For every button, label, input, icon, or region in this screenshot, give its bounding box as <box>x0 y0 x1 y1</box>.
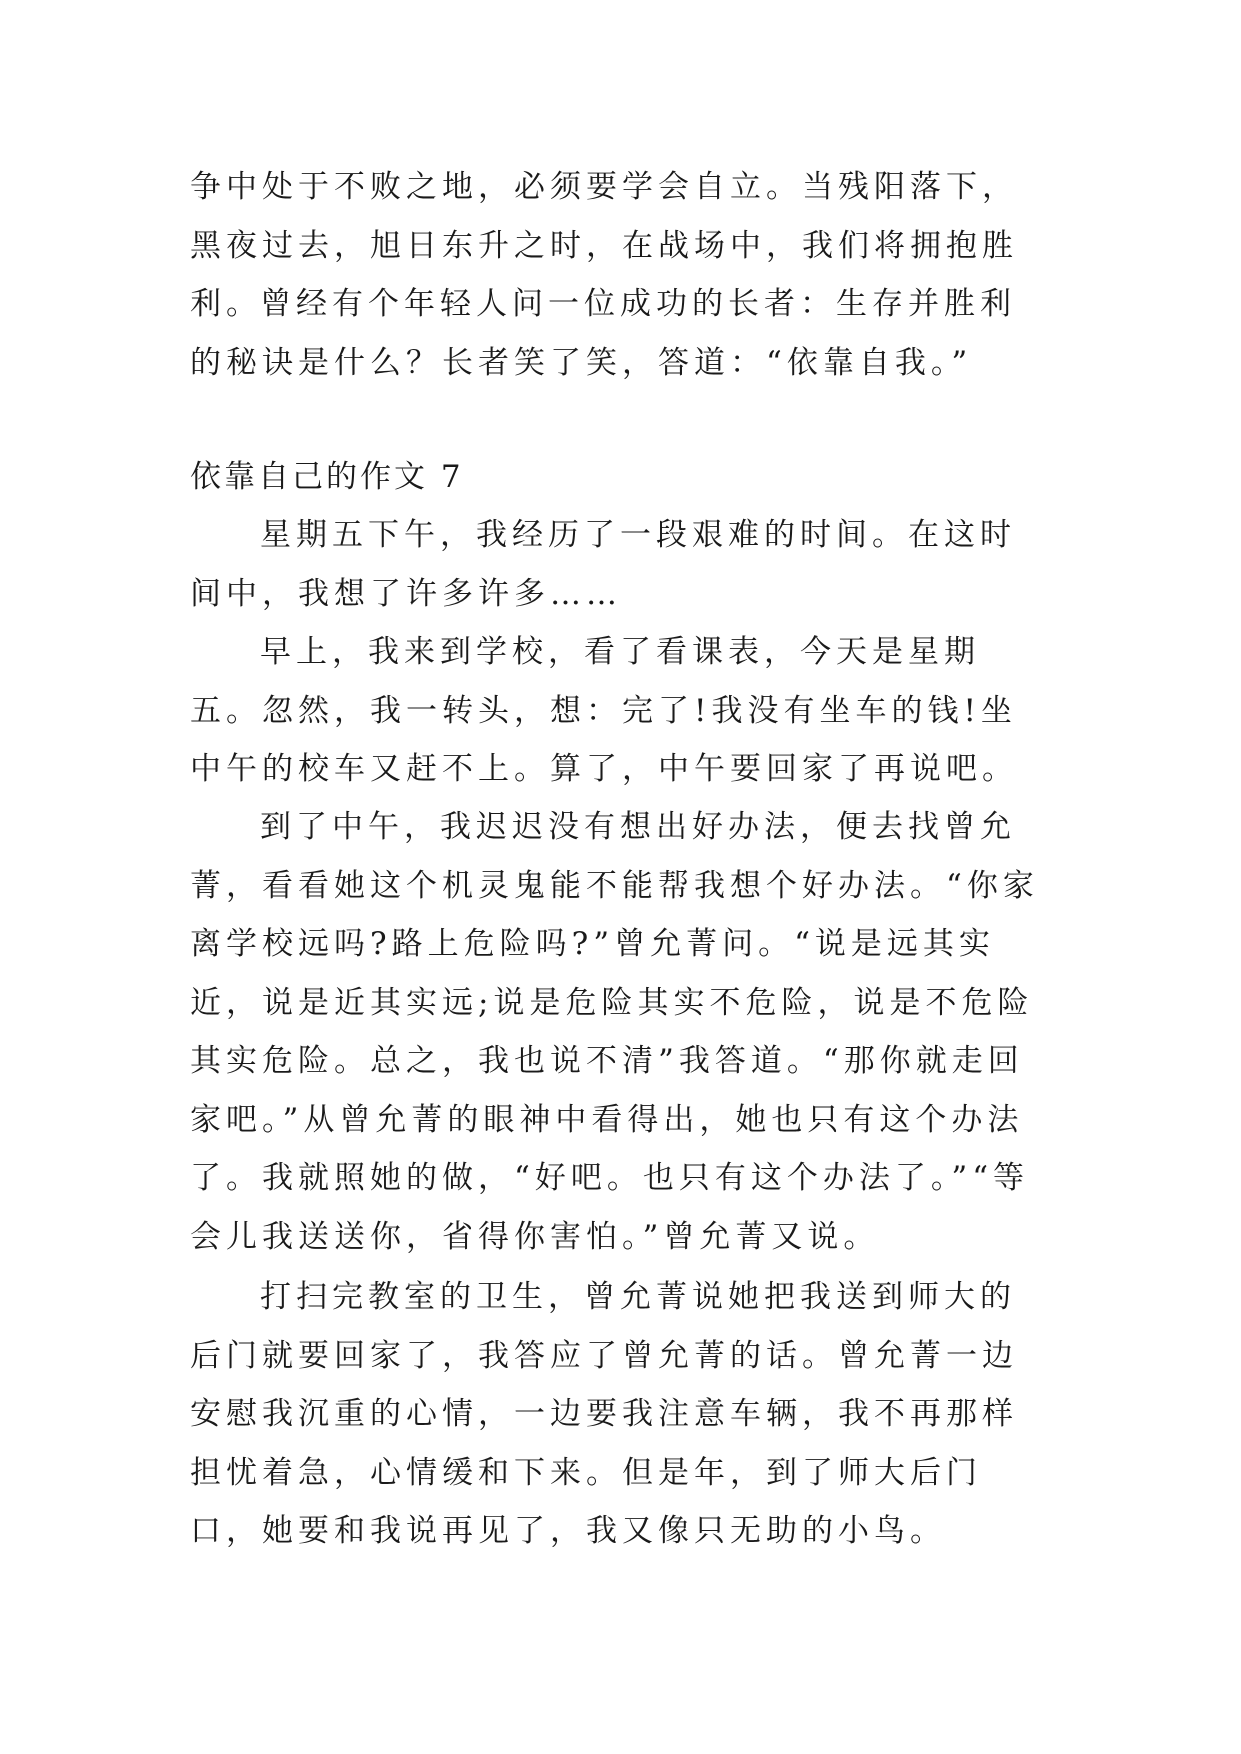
paragraph-friday: 星期五下午，我经历了一段艰难的时间。在这时间中，我想了许多许多…… <box>190 517 1016 612</box>
paragraph-elder-quote: 曾经有个年轻人问一位成功的长者：生存并胜利的秘诀是什么？长者笑了笑，答道：“依靠自我。” <box>190 286 1016 381</box>
paragraph-noon: 到了中午，我迟迟没有想出好办法，便去找曾允菁，看看她这个机灵鬼能不能帮我想个好办法。“你家离学校远吗?路上危险吗?”曾允菁问。“说是远其实近，说是近其实远;说是危险其实不危险，说是不危险其实危险。总之，我也说不清”我答道。“那你就走回家吧。”从曾允菁的眼神中看得出，她也只有这个办法了。我就照她的做，“好吧。也只有这个办法了。”“等会儿我送送你，省得你害怕。”曾允菁又说。 <box>190 809 1039 1255</box>
section-title: 依靠自己的作文 7 <box>190 459 464 495</box>
paragraph-continuation: 争中处于不败之地，必须要学会自立。当残阳落下，黑夜过去，旭日东升之时，在战场中，我们将拥抱胜利。 <box>190 169 1018 322</box>
paragraph-cleaning: 打扫完教室的卫生，曾允菁说她把我送到师大的后门就要回家了，我答应了曾允菁的话。曾允菁一边安慰我沉重的心情，一边要我注意车辆，我不再那样担忧着急，心情缓和下来。但是年，到了师大后门口，她要和我说再见了，我又像只无助的小鸟。 <box>190 1279 1018 1549</box>
paragraph-morning: 早上，我来到学校，看了看课表，今天是星期五。忽然，我一转头，想：完了!我没有坐车的钱!坐中午的校车又赶不上。算了，中午要回家了再说吧。 <box>190 634 1018 787</box>
